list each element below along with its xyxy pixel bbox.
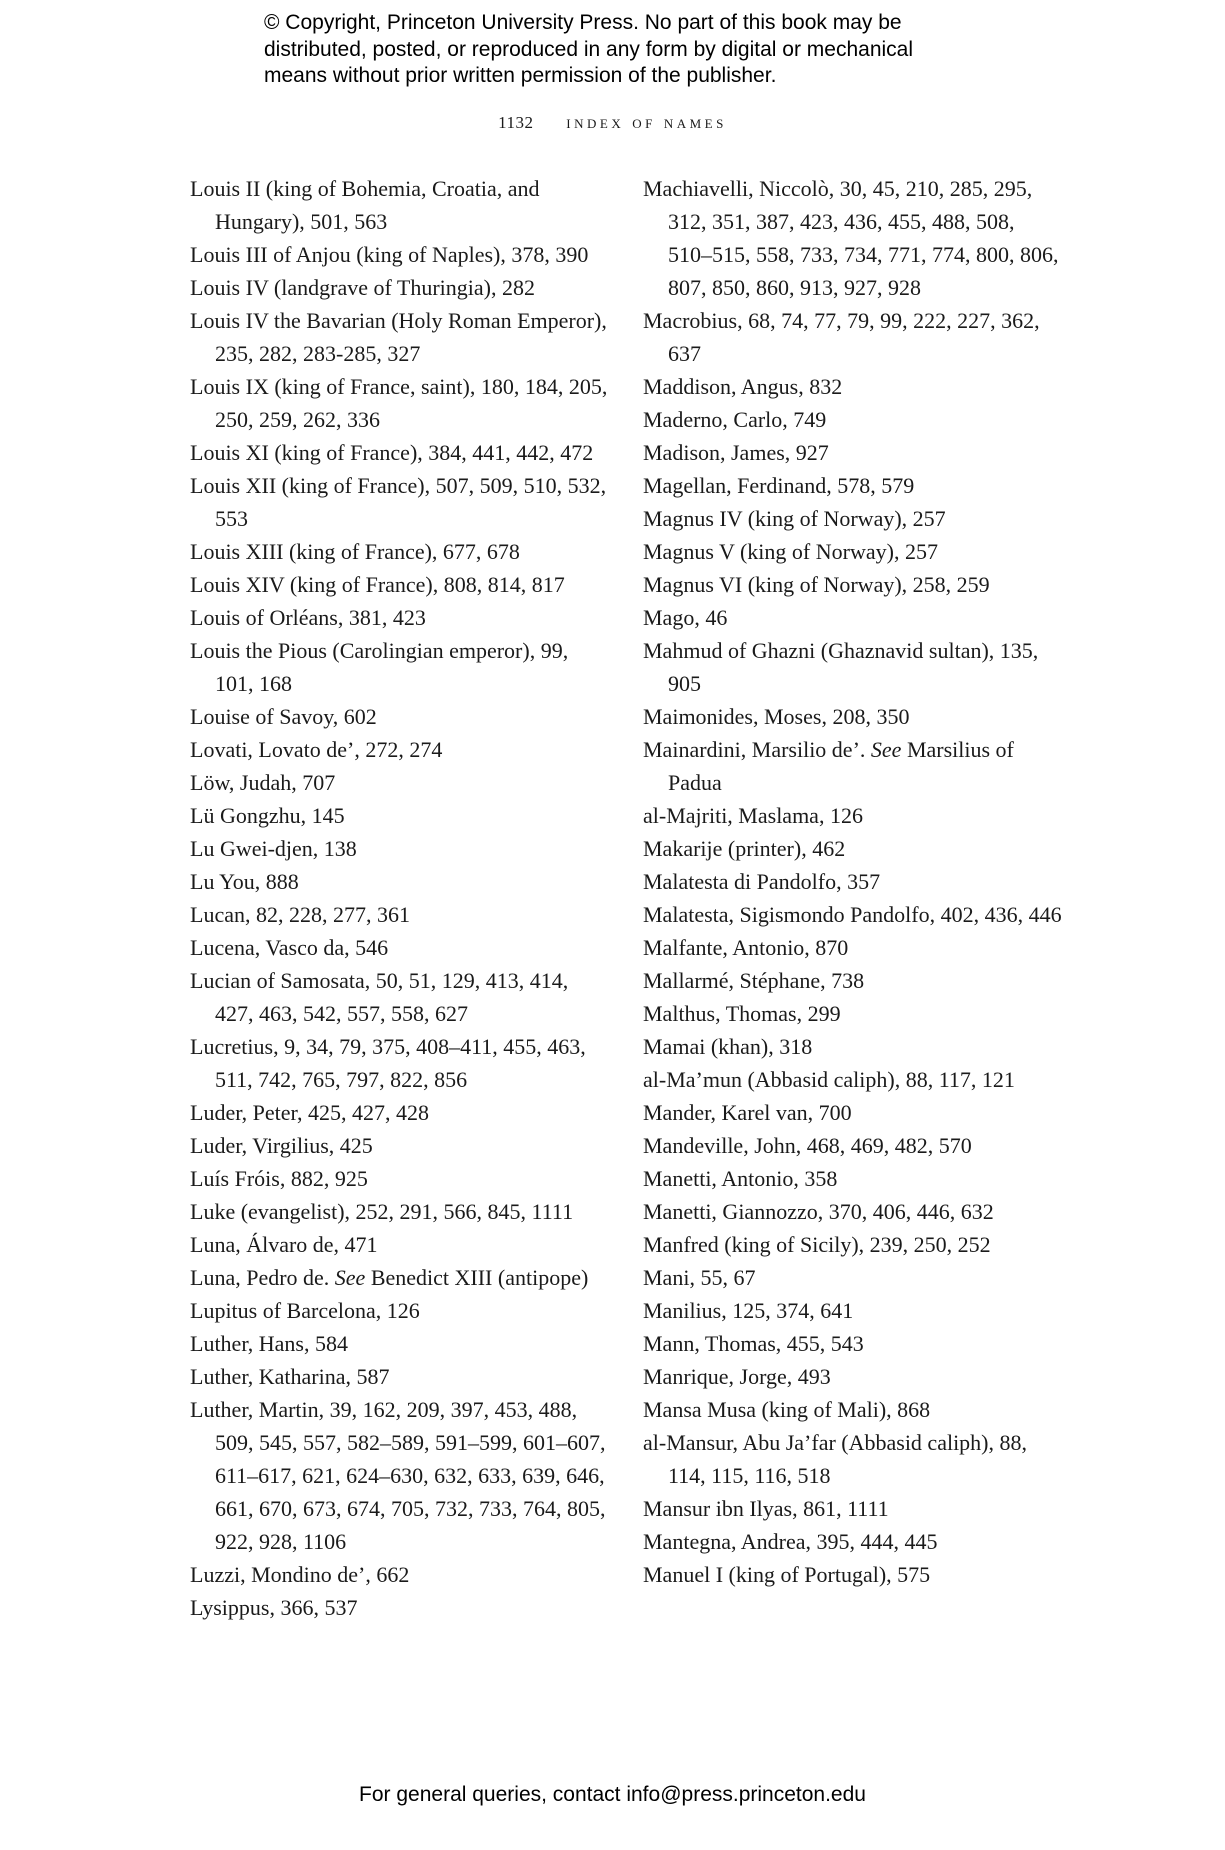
index-entry: Machiavelli, Niccolò, 30, 45, 210, 285, 295, 312, 351, 387, 423, 436, 455, 488, 508, 510–515, 558, 733, 734, 771, 774, 800, 806, 807, 850, 860, 913, 927, 928 bbox=[643, 176, 1059, 300]
index-entry-name: Mainardini, Marsilio de’. bbox=[643, 737, 871, 762]
index-entry: Luzzi, Mondino de’, 662 bbox=[190, 1562, 410, 1587]
index-entry: Manfred (king of Sicily), 239, 250, 252 bbox=[643, 1232, 991, 1257]
index-entry: Löw, Judah, 707 bbox=[190, 770, 336, 795]
index-entry: Mantegna, Andrea, 395, 444, 445 bbox=[643, 1529, 938, 1554]
index-entry: Mandeville, John, 468, 469, 482, 570 bbox=[643, 1133, 972, 1158]
index-entry: Louis IX (king of France, saint), 180, 184, 205, 250, 259, 262, 336 bbox=[190, 374, 608, 432]
index-entry: al-Majriti, Maslama, 126 bbox=[643, 803, 863, 828]
index-entry: Mahmud of Ghazni (Ghaznavid sultan), 135, 905 bbox=[643, 638, 1039, 696]
index-entry: Mani, 55, 67 bbox=[643, 1265, 756, 1290]
cross-reference-target: Marsilius of Padua bbox=[668, 737, 1014, 795]
index-entry: Madison, James, 927 bbox=[643, 440, 829, 465]
index-entry: Luís Fróis, 882, 925 bbox=[190, 1166, 368, 1191]
index-entry: Louis II (king of Bohemia, Croatia, and Hungary), 501, 563 bbox=[190, 176, 540, 234]
index-entry: Louis the Pious (Carolingian emperor), 99, 101, 168 bbox=[190, 638, 569, 696]
cross-reference-target: Benedict XIII (antipope) bbox=[365, 1265, 589, 1290]
index-entry: Malthus, Thomas, 299 bbox=[643, 1001, 841, 1026]
index-entry: Luder, Peter, 425, 427, 428 bbox=[190, 1100, 429, 1125]
index-entry: Lovati, Lovato de’, 272, 274 bbox=[190, 737, 443, 762]
index-entry: Lysippus, 366, 537 bbox=[190, 1595, 358, 1620]
index-entry: Lucena, Vasco da, 546 bbox=[190, 935, 389, 960]
copyright-notice bbox=[264, 10, 1024, 90]
index-entry: Manrique, Jorge, 493 bbox=[643, 1364, 831, 1389]
index-entry: Mander, Karel van, 700 bbox=[643, 1100, 852, 1125]
index-entry: Louise of Savoy, 602 bbox=[190, 704, 377, 729]
copyright-line: © Copyright, Princeton University Press. No part of this book may be bbox=[264, 11, 902, 34]
index-entry: Luther, Katharina, 587 bbox=[190, 1364, 390, 1389]
index-entry: al-Mansur, Abu Ja’far (Abbasid caliph), 88, 114, 115, 116, 518 bbox=[643, 1430, 1028, 1488]
index-entry: Louis of Orléans, 381, 423 bbox=[190, 605, 426, 630]
index-entry: Lü Gongzhu, 145 bbox=[190, 803, 345, 828]
index-entry: Mansur ibn Ilyas, 861, 1111 bbox=[643, 1496, 889, 1521]
index-entry: Maimonides, Moses, 208, 350 bbox=[643, 704, 910, 729]
index-entry-name: Luna, Pedro de. bbox=[190, 1265, 335, 1290]
index-entry: Malfante, Antonio, 870 bbox=[643, 935, 849, 960]
footer-contact: For general queries, contact info@press.princeton.edu bbox=[359, 1783, 866, 1806]
index-entry: Makarije (printer), 462 bbox=[643, 836, 846, 861]
index-entry: Louis IV the Bavarian (Holy Roman Emperor), 235, 282, 283-285, 327 bbox=[190, 308, 607, 366]
index-entry bbox=[190, 1261, 610, 1294]
index-entry: Magnus IV (king of Norway), 257 bbox=[643, 506, 946, 531]
index-entry: al-Ma’mun (Abbasid caliph), 88, 117, 121 bbox=[643, 1067, 1015, 1092]
index-entry: Mago, 46 bbox=[643, 605, 728, 630]
index-entry: Lu You, 888 bbox=[190, 869, 299, 894]
index-entry: Louis XI (king of France), 384, 441, 442, 472 bbox=[190, 440, 594, 465]
copyright-line: distributed, posted, or reproduced in any form by digital or mechanical bbox=[264, 37, 914, 61]
section-title: index of names bbox=[566, 112, 727, 132]
index-entry: Lucian of Samosata, 50, 51, 129, 413, 414, 427, 463, 542, 557, 558, 627 bbox=[190, 968, 569, 1026]
index-entry: Louis XII (king of France), 507, 509, 510, 532, 553 bbox=[190, 473, 607, 531]
index-entry: Manuel I (king of Portugal), 575 bbox=[643, 1562, 931, 1587]
index-entry: Louis XIII (king of France), 677, 678 bbox=[190, 539, 520, 564]
index-entry: Luther, Martin, 39, 162, 209, 397, 453, 488, 509, 545, 557, 582–589, 591–599, 601–607, 611–617, 621, 624–630, 632, 633, 639, 646, 661, 670, 673, 674, 705, 732, 733, 764, 805, 922, 928, 1106 bbox=[190, 1397, 606, 1554]
index-entry: Louis IV (landgrave of Thuringia), 282 bbox=[190, 275, 535, 300]
copyright-line: means without prior written permission of the publisher. bbox=[264, 64, 777, 87]
index-entry: Manilius, 125, 374, 641 bbox=[643, 1298, 854, 1323]
index-column-left bbox=[190, 172, 610, 1624]
index-entry: Maddison, Angus, 832 bbox=[643, 374, 843, 399]
index-entry: Luder, Virgilius, 425 bbox=[190, 1133, 373, 1158]
index-entry: Magellan, Ferdinand, 578, 579 bbox=[643, 473, 915, 498]
index-entry: Lupitus of Barcelona, 126 bbox=[190, 1298, 420, 1323]
index-entry: Manetti, Antonio, 358 bbox=[643, 1166, 838, 1191]
see-reference: See bbox=[870, 737, 902, 762]
index-entry: Luke (evangelist), 252, 291, 566, 845, 1111 bbox=[190, 1199, 574, 1224]
see-reference: See bbox=[334, 1265, 366, 1290]
index-entry: Maderno, Carlo, 749 bbox=[643, 407, 827, 432]
index-entry: Mansa Musa (king of Mali), 868 bbox=[643, 1397, 931, 1422]
index-entry: Mann, Thomas, 455, 543 bbox=[643, 1331, 864, 1356]
index-entry: Luna, Álvaro de, 471 bbox=[190, 1232, 378, 1257]
index-entry: Mamai (khan), 318 bbox=[643, 1034, 813, 1059]
index-entry: Magnus VI (king of Norway), 258, 259 bbox=[643, 572, 990, 597]
index-entry: Luther, Hans, 584 bbox=[190, 1331, 348, 1356]
index-entry: Magnus V (king of Norway), 257 bbox=[643, 539, 938, 564]
index-entry: Macrobius, 68, 74, 77, 79, 99, 222, 227, 362, 637 bbox=[643, 308, 1040, 366]
index-entry: Louis XIV (king of France), 808, 814, 817 bbox=[190, 572, 565, 597]
index-entry: Louis III of Anjou (king of Naples), 378, 390 bbox=[190, 242, 589, 267]
index-entry: Lucan, 82, 228, 277, 361 bbox=[190, 902, 410, 927]
index-entry: Lu Gwei-djen, 138 bbox=[190, 836, 357, 861]
index-entry: Mallarmé, Stéphane, 738 bbox=[643, 968, 865, 993]
page-number: 1132 bbox=[498, 113, 534, 132]
index-column-right bbox=[643, 172, 1063, 1591]
index-entry: Manetti, Giannozzo, 370, 406, 446, 632 bbox=[643, 1199, 994, 1224]
index-entry bbox=[643, 733, 1063, 799]
index-entry: Malatesta di Pandolfo, 357 bbox=[643, 869, 881, 894]
index-entry: Malatesta, Sigismondo Pandolfo, 402, 436, 446 bbox=[643, 902, 1062, 927]
running-head bbox=[0, 112, 1225, 133]
index-entry: Lucretius, 9, 34, 79, 375, 408–411, 455, 463, 511, 742, 765, 797, 822, 856 bbox=[190, 1034, 586, 1092]
